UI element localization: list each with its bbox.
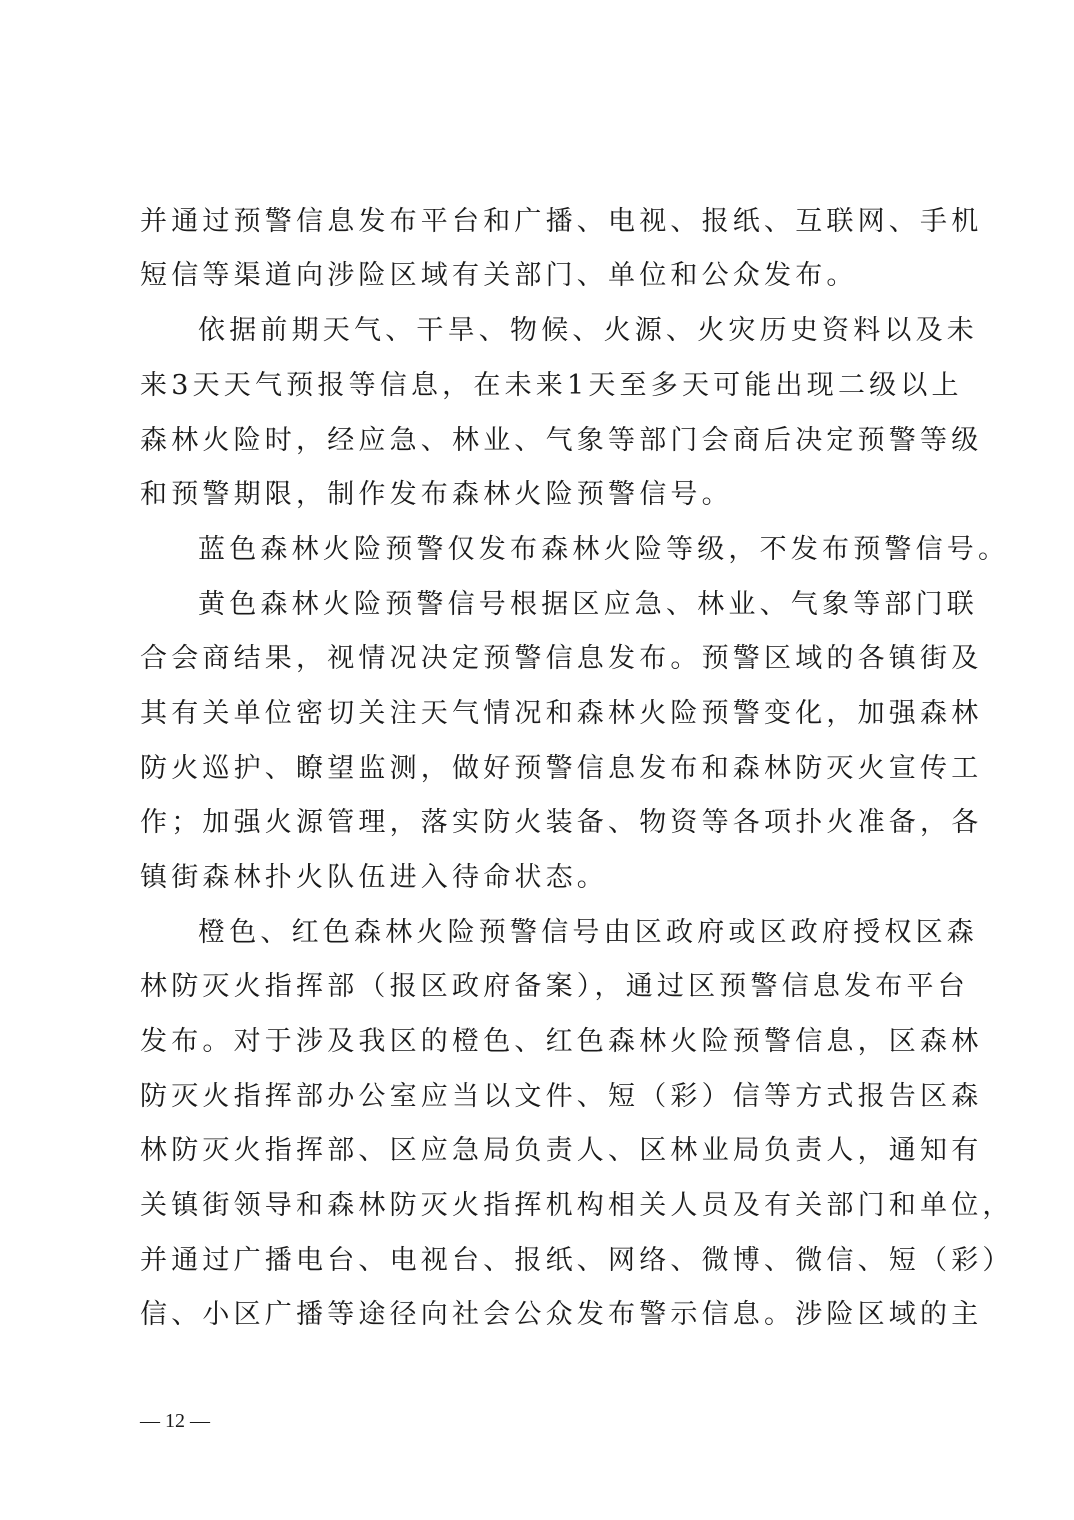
text-line: 短信等渠道向涉险区域有关部门、单位和公众发布。 [140,260,858,291]
text-line: 依据前期天气、干旱、物候、火源、火灾历史资料以及未 [198,315,978,346]
text-line: 来3天天气预报等信息，在未来1天至多天可能出现二级以上 [140,370,963,401]
text-line: 镇街森林扑火队伍进入待命状态。 [140,862,608,893]
text-line: 并通过广播电台、电视台、报纸、网络、微博、微信、短（彩） [140,1245,1014,1276]
text-line: 其有关单位密切关注天气情况和森林火险预警变化，加强森林 [140,698,983,729]
text-line: 防灭火指挥部办公室应当以文件、短（彩）信等方式报告区森 [140,1081,983,1112]
text-line: 防火巡护、瞭望监测，做好预警信息发布和森林防灭火宣传工 [140,753,983,784]
text-line: 和预警期限，制作发布森林火险预警信号。 [140,479,733,510]
text-line: 橙色、红色森林火险预警信号由区政府或区政府授权区森 [198,917,978,948]
text-line: 关镇街领导和森林防灭火指挥机构相关人员及有关部门和单位， [140,1190,1014,1221]
text-line: 并通过预警信息发布平台和广播、电视、报纸、互联网、手机 [140,206,983,237]
text-line: 蓝色森林火险预警仅发布森林火险等级，不发布预警信号。 [198,534,1010,565]
text-line: 林防灭火指挥部（报区政府备案），通过区预警信息发布平台 [140,971,969,1002]
text-line: 林防灭火指挥部、区应急局负责人、区林业局负责人，通知有 [140,1135,983,1166]
text-line: 森林火险时，经应急、林业、气象等部门会商后决定预警等级 [140,425,983,456]
text-line: 合会商结果，视情况决定预警信息发布。预警区域的各镇街及 [140,643,983,674]
page-number: — 12 — [140,1410,210,1432]
text-line: 作；加强火源管理，落实防火装备、物资等各项扑火准备，各 [140,807,983,838]
text-line: 黄色森林火险预警信号根据区应急、林业、气象等部门联 [198,589,978,620]
text-line: 信、小区广播等途径向社会公众发布警示信息。涉险区域的主 [140,1299,983,1330]
text-line: 发布。对于涉及我区的橙色、红色森林火险预警信息，区森林 [140,1026,983,1057]
